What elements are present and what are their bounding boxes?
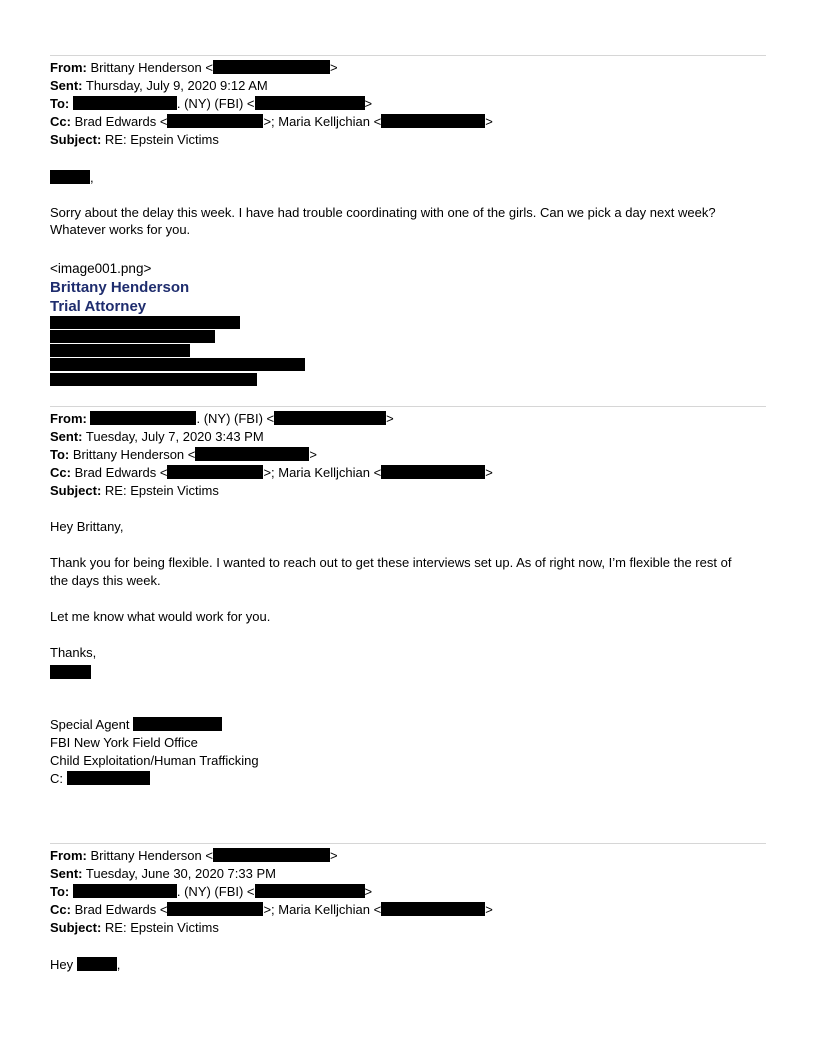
redaction-block bbox=[255, 96, 365, 110]
redaction-block bbox=[50, 316, 240, 329]
redaction-block bbox=[90, 411, 196, 425]
from-label: From: bbox=[50, 411, 87, 426]
email-separator bbox=[50, 55, 766, 56]
redaction-block bbox=[73, 884, 177, 898]
email-separator bbox=[50, 406, 766, 407]
greeting-comma: , bbox=[90, 170, 94, 185]
email3-cc-line bbox=[50, 902, 493, 918]
email1-body-line1: Sorry about the delay this week. I have had trouble coordinating with one of the girls. Can we pick a day next week? bbox=[50, 205, 716, 220]
redaction-block bbox=[50, 344, 190, 357]
email3-greeting bbox=[50, 957, 120, 973]
email1-greeting bbox=[50, 170, 94, 186]
email2-greeting: Hey Brittany, bbox=[50, 519, 124, 534]
redaction-block bbox=[381, 465, 485, 479]
email2-cc-line bbox=[50, 465, 493, 481]
email1-to-suffix: . (NY) (FBI) < bbox=[176, 96, 255, 111]
redaction-block bbox=[213, 60, 330, 74]
cc-label: Cc: bbox=[50, 114, 71, 129]
email1-signature-title: Trial Attorney bbox=[50, 298, 147, 315]
email2-to-name: Brittany Henderson < bbox=[72, 447, 196, 462]
redaction-block bbox=[255, 884, 365, 898]
redaction-block bbox=[77, 957, 117, 971]
cc-label: Cc: bbox=[50, 902, 71, 917]
email3-sent-date: Tuesday, June 30, 2020 7:33 PM bbox=[85, 866, 276, 881]
to-label: To: bbox=[50, 96, 70, 111]
email2-signature-office: FBI New York Field Office bbox=[50, 735, 198, 750]
greeting-comma: , bbox=[116, 957, 121, 972]
bracket-close: > bbox=[485, 465, 493, 480]
email1-sent-line bbox=[50, 78, 268, 94]
to-label: To: bbox=[50, 884, 70, 899]
bracket-close: > bbox=[329, 60, 338, 75]
email3-from-name: Brittany Henderson < bbox=[90, 848, 213, 863]
email1-cc-line bbox=[50, 114, 493, 130]
email1-cc-part1: Brad Edwards < bbox=[74, 114, 168, 129]
redaction-block bbox=[381, 902, 485, 916]
email2-from-line bbox=[50, 411, 394, 427]
email2-from-suffix: . (NY) (FBI) < bbox=[196, 411, 275, 426]
redaction-block bbox=[67, 771, 150, 785]
bracket-close: > bbox=[364, 884, 373, 899]
bracket-close: > bbox=[309, 447, 317, 462]
redaction-block bbox=[167, 902, 263, 916]
email2-cc-part1: Brad Edwards < bbox=[74, 465, 168, 480]
bracket-close: > bbox=[485, 114, 493, 129]
email3-to-suffix: . (NY) (FBI) < bbox=[176, 884, 255, 899]
redaction-block bbox=[167, 114, 263, 128]
email2-closing: Thanks, bbox=[50, 645, 97, 660]
redaction-block bbox=[213, 848, 330, 862]
redaction-block bbox=[50, 330, 215, 343]
bracket-close: > bbox=[485, 902, 493, 917]
email2-sent-date: Tuesday, July 7, 2020 3:43 PM bbox=[85, 429, 264, 444]
email1-signature-name: Brittany Henderson bbox=[50, 279, 190, 296]
email2-to-line bbox=[50, 447, 317, 463]
email2-signature-title-line bbox=[50, 717, 222, 733]
redaction-block bbox=[274, 411, 386, 425]
email2-body-line2: the days this week. bbox=[50, 573, 161, 588]
email3-from-line bbox=[50, 848, 338, 864]
subject-label: Subject: bbox=[50, 920, 102, 935]
email1-subject-line bbox=[50, 132, 219, 148]
email3-sent-line bbox=[50, 866, 276, 882]
redaction-block bbox=[381, 114, 485, 128]
email3-cc-part2: >; Maria Kelljchian < bbox=[263, 902, 382, 917]
subject-label: Subject: bbox=[50, 483, 102, 498]
email1-subject: RE: Epstein Victims bbox=[104, 132, 219, 147]
bracket-close: > bbox=[329, 848, 338, 863]
email2-subject: RE: Epstein Victims bbox=[104, 483, 219, 498]
email2-sent-line bbox=[50, 429, 264, 445]
email3-cc-part1: Brad Edwards < bbox=[74, 902, 168, 917]
to-label: To: bbox=[50, 447, 70, 462]
redaction-block bbox=[50, 358, 305, 371]
bracket-close: > bbox=[364, 96, 373, 111]
email2-cc-part2: >; Maria Kelljchian < bbox=[263, 465, 382, 480]
email2-subject-line bbox=[50, 483, 219, 499]
redaction-block bbox=[195, 447, 309, 461]
email1-image-attachment-ref: <image001.png> bbox=[50, 261, 152, 276]
email1-from-line bbox=[50, 60, 338, 76]
redaction-block bbox=[50, 665, 91, 679]
from-label: From: bbox=[50, 848, 87, 863]
redaction-block bbox=[73, 96, 177, 110]
email3-to-line bbox=[50, 884, 372, 900]
email1-from-name: Brittany Henderson < bbox=[90, 60, 213, 75]
email1-sent-date: Thursday, July 9, 2020 9:12 AM bbox=[85, 78, 268, 93]
sent-label: Sent: bbox=[50, 866, 83, 881]
cc-label: Cc: bbox=[50, 465, 71, 480]
email1-to-line bbox=[50, 96, 372, 112]
email2-body-line3: Let me know what would work for you. bbox=[50, 609, 271, 624]
email3-subject: RE: Epstein Victims bbox=[104, 920, 219, 935]
redaction-block bbox=[133, 717, 222, 731]
email-separator bbox=[50, 843, 766, 844]
from-label: From: bbox=[50, 60, 87, 75]
email1-cc-part2: >; Maria Kelljchian < bbox=[263, 114, 382, 129]
email2-body-line1: Thank you for being flexible. I wanted to reach out to get these interviews set up. As of right now, I’m flexible the rest of bbox=[50, 555, 732, 570]
redaction-block bbox=[167, 465, 263, 479]
subject-label: Subject: bbox=[50, 132, 102, 147]
email2-signature-phone-label: C: bbox=[50, 771, 63, 786]
email1-body-line2: Whatever works for you. bbox=[50, 222, 191, 237]
email2-signature-title: Special Agent bbox=[50, 717, 130, 732]
sent-label: Sent: bbox=[50, 78, 83, 93]
sent-label: Sent: bbox=[50, 429, 83, 444]
email3-subject-line bbox=[50, 920, 219, 936]
email2-signature-phone-line bbox=[50, 771, 150, 787]
bracket-close: > bbox=[386, 411, 394, 426]
email3-greeting-word: Hey bbox=[50, 957, 74, 972]
redaction-block bbox=[50, 373, 257, 386]
redaction-block bbox=[50, 170, 90, 184]
email2-signature-unit: Child Exploitation/Human Trafficking bbox=[50, 753, 259, 768]
